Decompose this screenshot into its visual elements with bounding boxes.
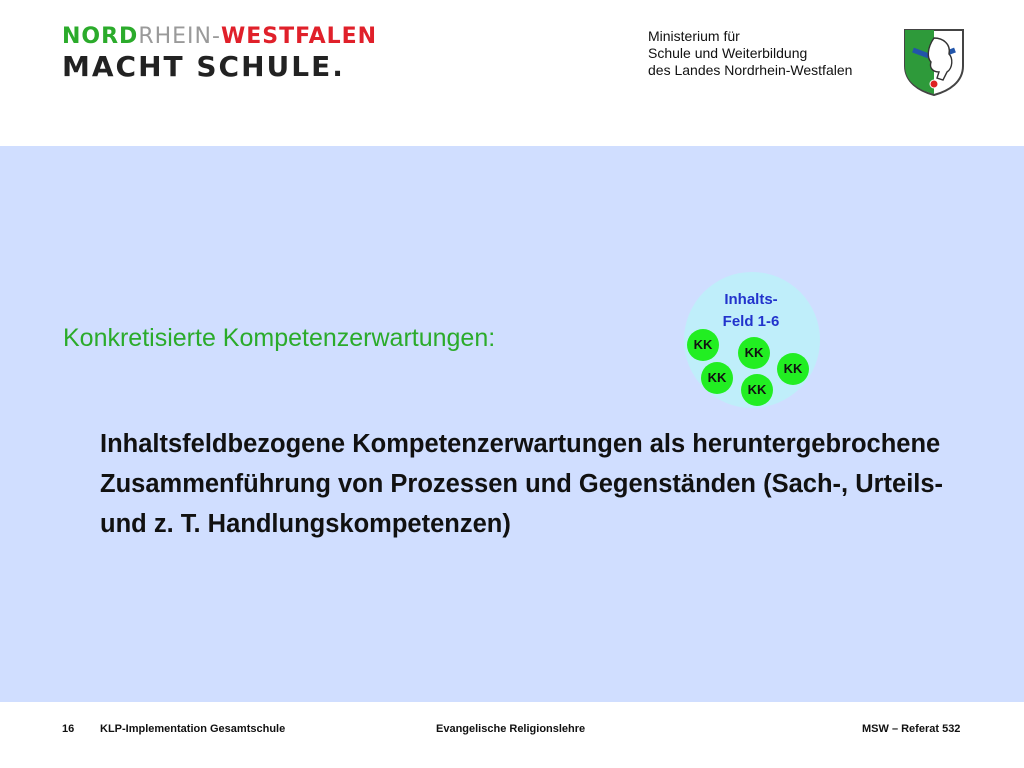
logo-word-westfalen: WESTFALEN (220, 24, 378, 49)
logo-word-rhein: RHEIN- (138, 24, 221, 49)
footer-right-text: MSW – Referat 532 (862, 723, 961, 735)
logo-word-nord: NORD (62, 24, 139, 49)
subtitle-text: Konkretisierte Kompetenzerwartungen (63, 324, 489, 352)
inhaltsfeld-label (700, 289, 802, 333)
slide-header (0, 0, 1024, 146)
nrw-logo (62, 24, 377, 84)
slide-body-text: Inhaltsfeldbezogene Kompetenzerwartungen als heruntergebrochene Zusammenführung von Prozessen und Gegenständen (Sach-, Urteils- und z. T. Handlungskompetenzen) (100, 430, 944, 538)
kk-node: KK (777, 353, 809, 385)
ministry-name (648, 28, 852, 79)
ministry-line3: des Landes Nordrhein-Westfalen (648, 62, 853, 78)
kk-node: KK (741, 374, 773, 406)
nrw-coat-of-arms-icon (903, 28, 965, 96)
footer-page-number: 16 (62, 723, 75, 735)
footer-left-text: KLP-Implementation Gesamtschule (100, 723, 286, 735)
inhaltsfeld-label-line2: Feld 1-6 (722, 313, 780, 330)
kk-node: KK (701, 362, 733, 394)
footer-center-text: Evangelische Religionslehre (436, 723, 586, 735)
ministry-line2: Schule und Weiterbildung (648, 45, 808, 61)
ministry-line1: Ministerium für (648, 28, 740, 44)
kk-node: KK (738, 337, 770, 369)
slide-subtitle (63, 324, 495, 353)
kk-node: KK (687, 329, 719, 361)
logo-line1 (62, 24, 377, 50)
slide-footer (0, 702, 1024, 768)
inhaltsfeld-label-line1: Inhalts- (724, 291, 778, 308)
subtitle-colon: : (488, 324, 496, 352)
logo-line2: MACHT SCHULE. (62, 50, 345, 83)
